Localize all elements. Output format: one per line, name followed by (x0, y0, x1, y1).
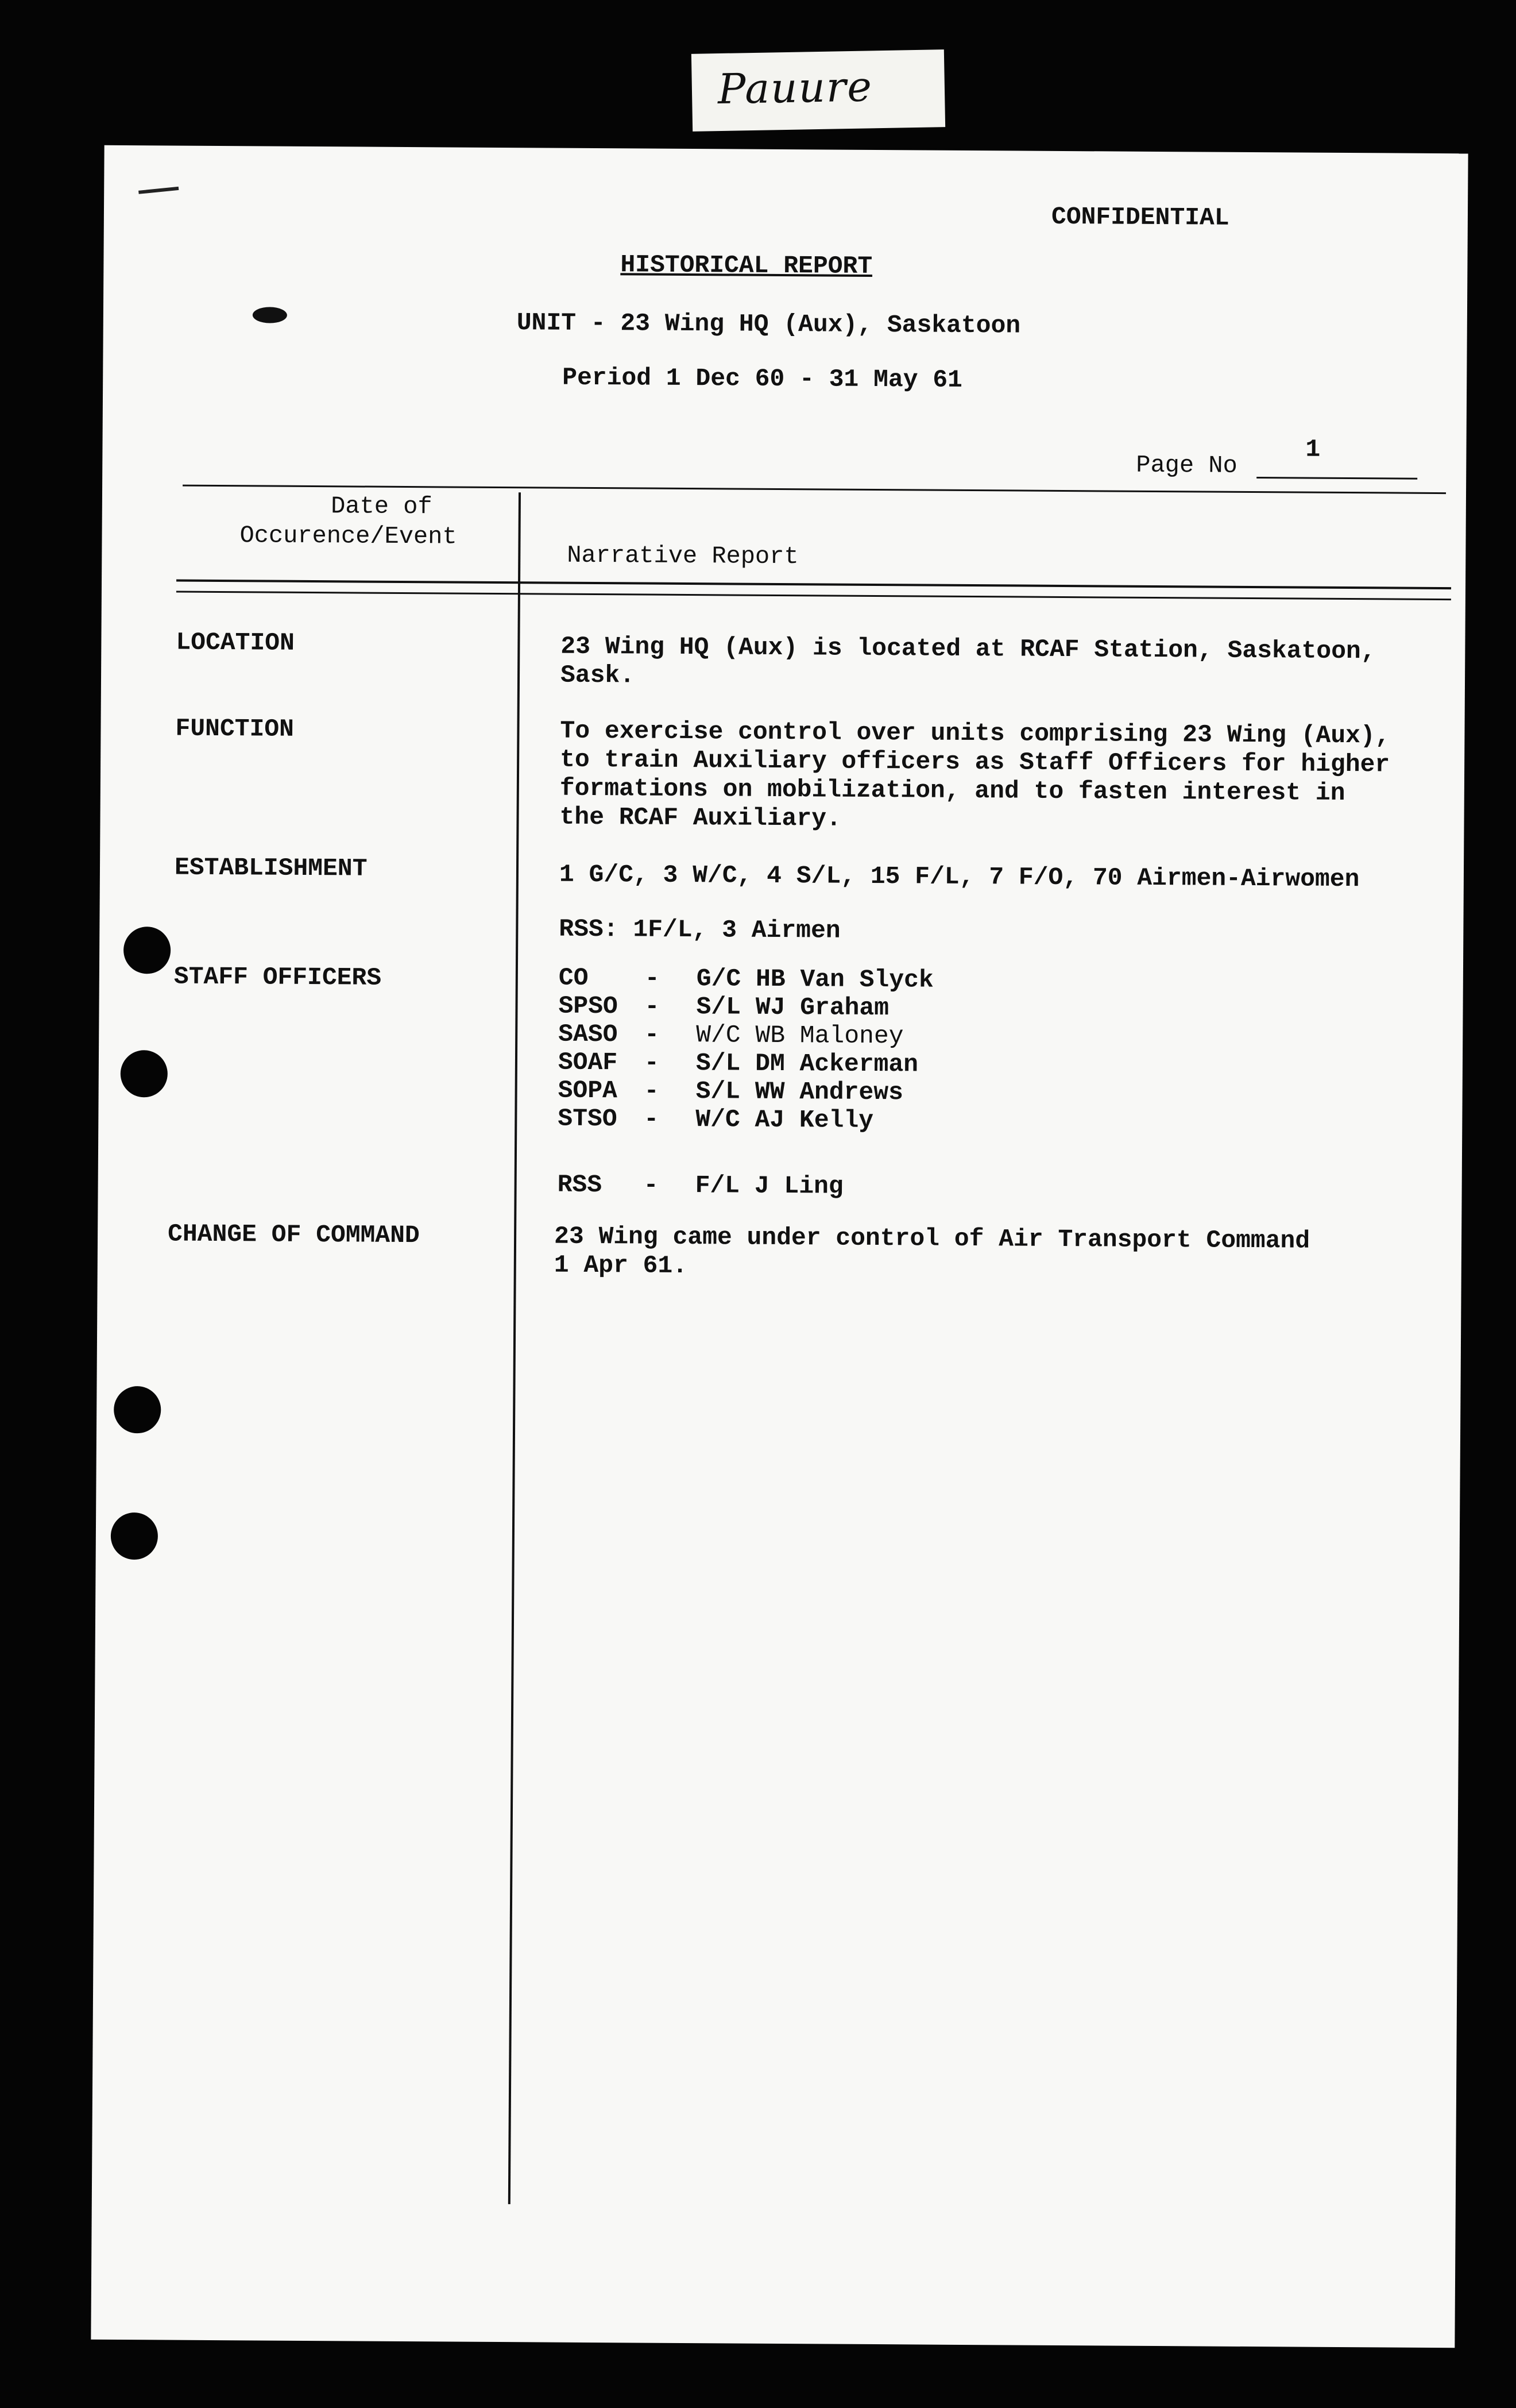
ink-smudge (253, 307, 287, 323)
entry-text-function: To exercise control over units comprising 23 Wing (Aux), to train Auxiliary officers as Staff Officers for higher formations on mobilization, and to fasten interest in the RCAF Auxiliary. (559, 716, 1390, 833)
entry-heading-location: LOCATION (176, 628, 295, 657)
punch-hole (114, 1386, 161, 1433)
page-number: 1 (1305, 435, 1321, 464)
column-header-narrative: Narrative Report (567, 541, 799, 571)
staff-officer-row: SOPA - S/L WW Andrews (558, 1076, 904, 1107)
report-title: HISTORICAL REPORT (620, 250, 873, 280)
staff-officer-row: SOAF - S/L DM Ackerman (558, 1048, 919, 1079)
entry-text-change-of-command: 23 Wing came under control of Air Transport Command 1 Apr 61. (554, 1222, 1310, 1280)
staff-officer-row: SPSO - S/L WJ Graham (558, 991, 890, 1022)
punch-hole (123, 927, 171, 974)
folder-label-text: Pauure (717, 62, 873, 114)
staff-officer-row: STSO - W/C AJ Kelly (558, 1104, 874, 1134)
entry-text-rss: RSS: 1F/L, 3 Airmen (559, 914, 841, 945)
table-header-rule (176, 580, 1451, 590)
column-header-date: Date of Occurence/Event (239, 492, 457, 551)
document-page (91, 145, 1468, 2348)
rss-officer-row: RSS - F/L J Ling (557, 1170, 844, 1201)
period-line: Period 1 Dec 60 - 31 May 61 (562, 363, 963, 394)
classification-mark: CONFIDENTIAL (1051, 202, 1229, 232)
entry-text-establishment: 1 G/C, 3 W/C, 4 S/L, 15 F/L, 7 F/O, 70 Airmen-Airwomen (559, 860, 1360, 894)
staff-officer-row: SASO - W/C WB Maloney (558, 1020, 904, 1051)
punch-hole (121, 1050, 168, 1097)
unit-line: UNIT - 23 Wing HQ (Aux), Saskatoon (516, 308, 1021, 340)
column-divider (508, 492, 521, 2204)
entry-heading-establishment: ESTABLISHMENT (174, 853, 368, 883)
entry-heading-function: FUNCTION (175, 714, 295, 743)
entry-heading-staff-officers: STAFF OFFICERS (173, 962, 382, 992)
page-number-underline (1256, 477, 1417, 480)
ink-smudge (138, 187, 179, 194)
staff-officer-row: CO - G/C HB Van Slyck (558, 963, 934, 994)
entry-heading-change-of-command: CHANGE OF COMMAND (167, 1220, 420, 1250)
folder-label-card (691, 49, 945, 132)
entry-text-location: 23 Wing HQ (Aux) is located at RCAF Station, Saskatoon, Sask. (560, 632, 1376, 690)
table-header-rule (176, 591, 1451, 601)
punch-hole (111, 1512, 158, 1560)
staff-officer-list (558, 964, 934, 1135)
page-number-label: Page No (1136, 451, 1237, 480)
